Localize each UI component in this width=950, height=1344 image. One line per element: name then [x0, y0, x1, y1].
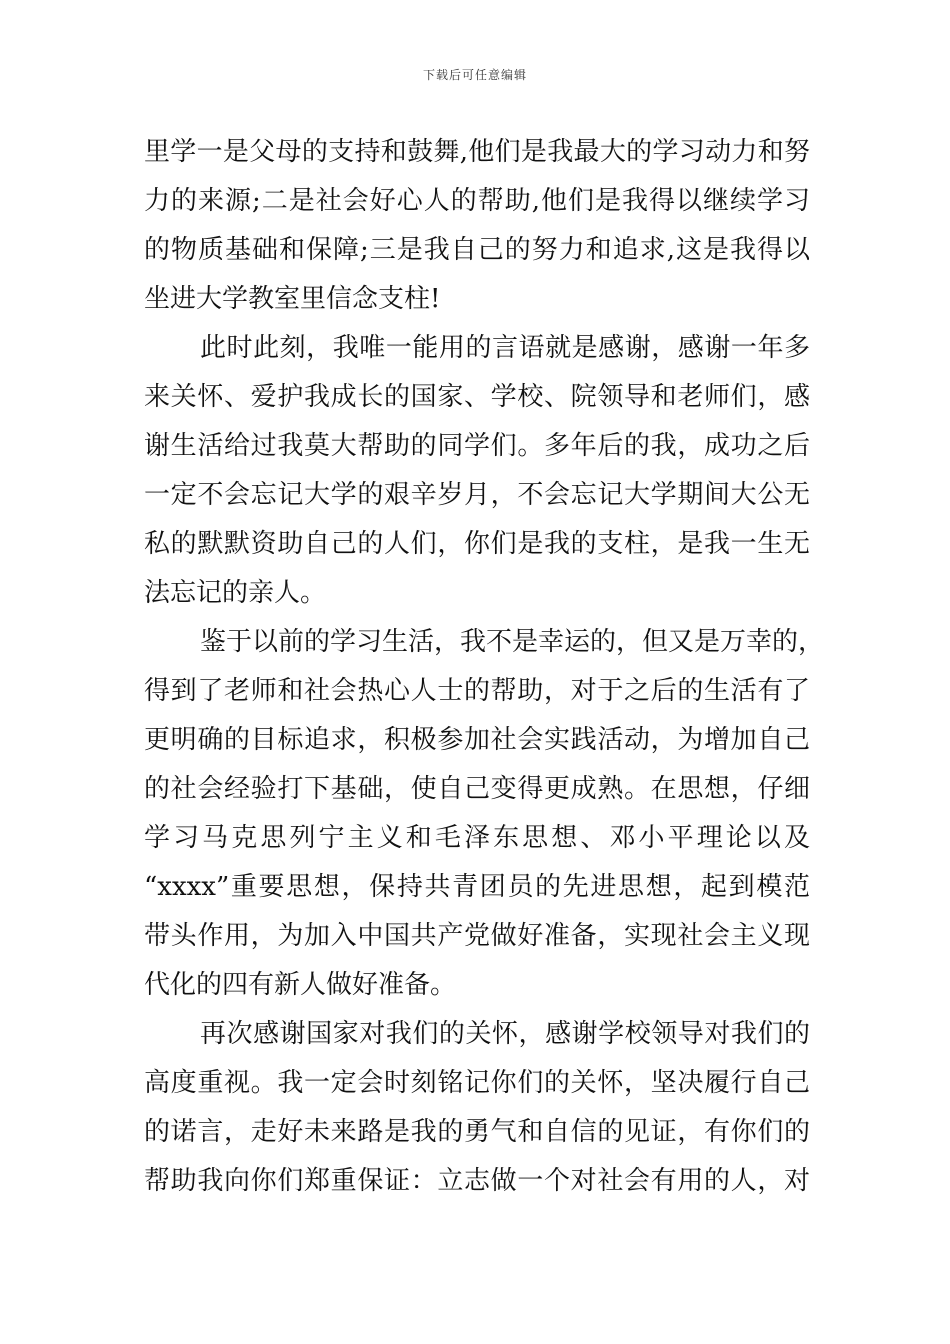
text-line: 此时此刻，我唯一能用的言语就是感谢，感谢一年多 [200, 333, 810, 363]
text-line: 的社会经验打下基础，使自己变得更成熟。在思想，仔细 [144, 774, 810, 804]
text-line: 学习马克思列宁主义和毛泽东思想、邓小平理论以及 [144, 823, 810, 853]
text-line: 的诺言，走好未来路是我的勇气和自信的见证，有你们的 [144, 1117, 810, 1147]
text-line: 更明确的目标追求，积极参加社会实践活动，为增加自己 [144, 725, 810, 755]
text-line: 帮助我向你们郑重保证：立志做一个对社会有用的人，对 [144, 1166, 810, 1196]
text-line: 高度重视。我一定会时刻铭记你们的关怀，坚决履行自己 [144, 1068, 810, 1098]
page-header: 下载后可任意编辑 [422, 68, 527, 82]
text-line: 再次感谢国家对我们的关怀，感谢学校领导对我们的 [200, 1019, 810, 1049]
text-line: 鉴于以前的学习生活，我不是幸运的，但又是万幸的， [200, 627, 825, 657]
text-line: 谢生活给过我莫大帮助的同学们。多年后的我，成功之后 [144, 431, 810, 461]
paragraph [144, 324, 810, 618]
text-line: 带头作用，为加入中国共产党做好准备，实现社会主义现 [144, 921, 810, 951]
text-line: 一定不会忘记大学的艰辛岁月，不会忘记大学期间大公无 [144, 480, 810, 510]
text-line: 力的来源;二是社会好心人的帮助,他们是我得以继续学习 [144, 186, 810, 216]
text-line: 法忘记的亲人。 [144, 578, 327, 608]
text-line: 来关怀、爱护我成长的国家、学校、院领导和老师们，感 [144, 382, 810, 412]
text-line: 的物质基础和保障;三是我自己的努力和追求,这是我得以 [144, 235, 810, 265]
text-line: “xxxx”重要思想，保持共青团员的先进思想，起到模范 [144, 872, 810, 902]
text-line: 里学一是父母的支持和鼓舞,他们是我最大的学习动力和努 [144, 137, 810, 167]
text-line: 私的默默资助自己的人们，你们是我的支柱，是我一生无 [144, 529, 810, 559]
text-line: 坐进大学教室里信念支柱! [144, 284, 441, 314]
paragraph [144, 128, 810, 324]
text-line: 得到了老师和社会热心人士的帮助，对于之后的生活有了 [144, 676, 810, 706]
document-body [144, 128, 825, 1206]
paragraph [144, 1010, 810, 1206]
paragraph [144, 618, 825, 1010]
text-line: 代化的四有新人做好准备。 [144, 970, 457, 1000]
